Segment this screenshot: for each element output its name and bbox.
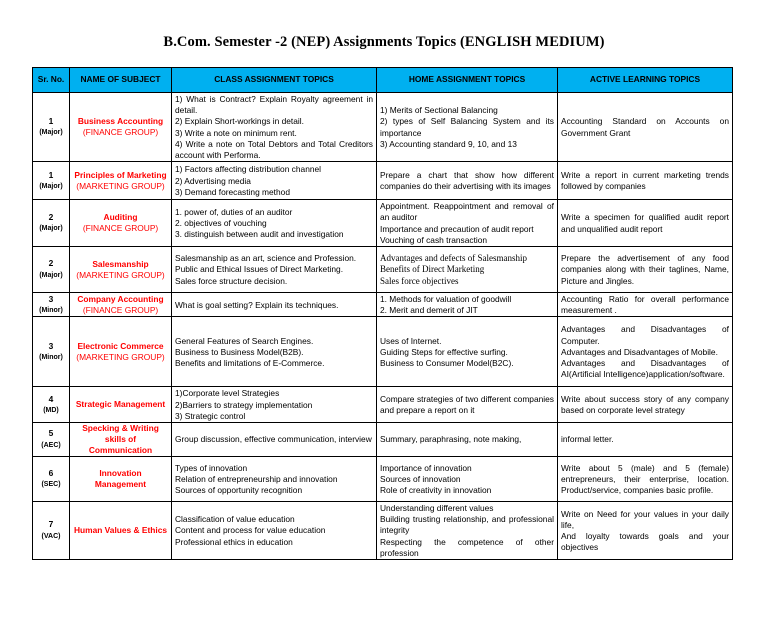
subject-group: (FINANCE GROUP)	[82, 223, 159, 234]
home-assignment-cell	[377, 457, 558, 502]
subject-cell	[70, 387, 172, 423]
home-topic: Understanding different values	[380, 503, 494, 514]
course-type: (Major)	[39, 271, 63, 279]
class-assignment-cell	[172, 247, 377, 293]
subject-name: Strategic Management	[75, 399, 166, 410]
sr-no-cell	[33, 423, 70, 457]
sr-no-cell	[33, 502, 70, 560]
class-assignment-cell	[172, 293, 377, 317]
home-assignment-cell	[377, 317, 558, 387]
class-topic: 3) Strategic control	[175, 410, 246, 421]
sr-no-cell	[33, 387, 70, 423]
subject-group: (MARKETING GROUP)	[76, 180, 165, 191]
active-learning-cell	[558, 387, 733, 423]
course-type: (Major)	[39, 182, 63, 190]
subject-cell	[70, 457, 172, 502]
active-learning-cell	[558, 247, 733, 293]
class-topic: Types of innovation	[175, 462, 248, 473]
active-learning-cell	[558, 162, 733, 200]
class-topic: Professional ethics in education	[175, 536, 293, 547]
class-topic: 1) Factors affecting distribution channel	[175, 164, 322, 175]
subject-cell	[70, 162, 172, 200]
home-topic: Importance of innovation	[380, 462, 472, 473]
table-row	[33, 423, 733, 457]
class-topic: 3) Demand forecasting method	[175, 186, 290, 197]
subject-cell	[70, 200, 172, 247]
subject-cell	[70, 247, 172, 293]
sr-no-cell	[33, 93, 70, 162]
active-topic: Advantages and Disadvantages of Mobile.	[561, 346, 718, 357]
table-row	[33, 247, 733, 293]
course-type: (AEC)	[41, 441, 61, 449]
sr-number: 6	[48, 467, 54, 478]
class-topic: Sales force structure decision.	[175, 275, 288, 286]
active-topic: informal letter.	[561, 434, 614, 445]
table-row	[33, 317, 733, 387]
class-topic: Sources of opportunity recognition	[175, 485, 303, 496]
class-assignment-cell	[172, 200, 377, 247]
home-topic: Compare strategies of two different companies and prepare a report on it	[380, 394, 554, 416]
header-class-assignment: CLASS ASSIGNMENT TOPICS	[172, 68, 377, 93]
home-topic: Role of creativity in innovation	[380, 485, 492, 496]
class-topic: 2)Barriers to strategy implementation	[175, 399, 313, 410]
active-learning-cell	[558, 200, 733, 247]
class-topic: Relation of entrepreneurship and innovation	[175, 473, 338, 484]
class-assignment-cell	[172, 457, 377, 502]
sr-number: 1	[48, 169, 54, 180]
active-topic: Write on Need for your values in your daily life,	[561, 508, 729, 530]
subject-cell	[70, 293, 172, 317]
table-row	[33, 93, 733, 162]
class-topic: Benefits and limitations of E-Commerce.	[175, 358, 325, 369]
sr-number: 1	[48, 115, 54, 126]
subject-name: Specking & Writing skills of Communication	[82, 423, 159, 456]
course-type: (Major)	[39, 225, 63, 233]
home-assignment-cell	[377, 247, 558, 293]
home-topic: Benefits of Direct Marketing	[380, 264, 485, 275]
class-topic: 4) Write a note on Total Debtors and Total Creditors account with Performa.	[175, 138, 373, 161]
home-topic: Business to Consumer Model(B2C).	[380, 358, 514, 369]
active-learning-cell	[558, 502, 733, 560]
home-topic: 1) Merits of Sectional Balancing	[380, 105, 498, 116]
subject-name: Principles of Marketing	[74, 169, 167, 180]
table-row	[33, 502, 733, 560]
table-row	[33, 162, 733, 200]
subject-cell	[70, 317, 172, 387]
home-topic: Respecting the competence of other profession	[380, 536, 554, 558]
header-row	[33, 68, 733, 93]
class-topic: General Features of Search Engines.	[175, 335, 314, 346]
home-topic: 3) Accounting standard 9, 10, and 13	[380, 138, 517, 149]
course-type: (Minor)	[39, 353, 63, 361]
subject-cell	[70, 423, 172, 457]
active-topic: Write a report in current marketing trends followed by companies	[561, 170, 729, 192]
active-topic: Prepare the advertisement of any food companies along with their taglines, Name, Picture and Jingles.	[561, 253, 729, 286]
subject-group: (MARKETING GROUP)	[76, 351, 165, 362]
course-type: (VAC)	[41, 532, 61, 540]
subject-group: (FINANCE GROUP)	[82, 127, 159, 138]
class-topic: 3. distinguish between audit and investigation	[175, 229, 344, 240]
table-row	[33, 200, 733, 247]
active-topic: Write a specimen for qualified audit report and unqualified audit report	[561, 212, 729, 234]
subject-name: Business Accounting	[77, 116, 164, 127]
class-topic: 2. objectives of vouching	[175, 218, 267, 229]
subject-name: Company Accounting	[77, 293, 164, 304]
header-sr-no: Sr. No.	[33, 68, 70, 93]
home-topic: Importance and precaution of audit report	[380, 223, 534, 234]
class-topic: Business to Business Model(B2B).	[175, 346, 304, 357]
sr-no-cell	[33, 247, 70, 293]
subject-group: (MARKETING GROUP)	[76, 269, 165, 280]
subject-name: Electronic Commerce	[77, 340, 164, 351]
active-topic: Write about 5 (male) and 5 (female) entrepreneurs, their enterprise, location. Product/service, companies basic profile.	[561, 462, 729, 496]
sr-no-cell	[33, 162, 70, 200]
active-topic: Advantages and Disadvantages of AI(Artificial Intelligence)application/software.	[561, 358, 729, 380]
home-topic: 1. Methods for valuation of goodwill	[380, 294, 512, 305]
subject-group: (FINANCE GROUP)	[82, 304, 159, 315]
home-topic: Sources of innovation	[380, 473, 461, 484]
sr-number: 2	[48, 211, 54, 222]
active-learning-cell	[558, 293, 733, 317]
course-type: (SEC)	[41, 481, 61, 489]
subject-name: Auditing	[103, 212, 138, 223]
active-learning-cell	[558, 93, 733, 162]
home-assignment-cell	[377, 502, 558, 560]
class-topic: 3) Write a note on minimum rent.	[175, 127, 297, 138]
home-topic: 2) types of Self Balancing System and its importance	[380, 116, 554, 138]
sr-no-cell	[33, 200, 70, 247]
class-assignment-cell	[172, 162, 377, 200]
table-row	[33, 457, 733, 502]
sr-number: 5	[48, 428, 54, 439]
sr-no-cell	[33, 317, 70, 387]
course-type: (MD)	[43, 406, 59, 414]
class-assignment-cell	[172, 317, 377, 387]
home-assignment-cell	[377, 423, 558, 457]
active-topic: Write about success story of any company based on corporate level strategy	[561, 394, 729, 416]
subject-name: Salesmanship	[92, 258, 149, 269]
class-topic: Public and Ethical Issues of Direct Marketing.	[175, 264, 344, 275]
active-learning-cell	[558, 423, 733, 457]
course-type: (Minor)	[39, 306, 63, 314]
home-topic: Advantages and defects of Salesmanship	[380, 252, 527, 263]
active-topic: Accounting Ratio for overall performance measurement .	[561, 294, 729, 316]
header-active-learning: ACTIVE LEARNING TOPICS	[558, 68, 733, 93]
class-topic: 1)Corporate level Strategies	[175, 388, 280, 399]
home-topic: Prepare a chart that show how different companies do their advertising with its images	[380, 170, 554, 192]
home-topic: Appointment. Reappointment and removal of an auditor	[380, 201, 554, 223]
class-topic: 2) Explain Short-workings in detail.	[175, 116, 304, 127]
active-topic: Advantages and Disadvantages of Computer.	[561, 324, 729, 346]
active-topic: And loyalty towards goals and your objectives	[561, 531, 729, 553]
class-topic: 2) Advertising media	[175, 175, 251, 186]
home-topic: Vouching of cash transaction	[380, 234, 488, 245]
home-topic: 2. Merit and demerit of JIT	[380, 305, 478, 316]
active-topic: Accounting Standard on Accounts on Government Grant	[561, 116, 729, 138]
class-assignment-cell	[172, 423, 377, 457]
home-topic: Guiding Steps for effective surfing.	[380, 346, 508, 357]
class-assignment-cell	[172, 502, 377, 560]
subject-name: Human Values & Ethics	[73, 525, 168, 536]
table-row	[33, 293, 733, 317]
subject-name: Innovation Management	[94, 468, 147, 490]
page-title: B.Com. Semester -2 (NEP) Assignments Topics (ENGLISH MEDIUM)	[163, 34, 605, 50]
header-subject: NAME OF SUBJECT	[70, 68, 172, 93]
class-topic: Group discussion, effective communication, interview	[175, 434, 372, 445]
table-row	[33, 387, 733, 423]
home-assignment-cell	[377, 200, 558, 247]
home-topic: Building trusting relationship, and professional integrity	[380, 514, 554, 536]
sr-number: 2	[48, 258, 54, 269]
subject-cell	[70, 502, 172, 560]
home-assignment-cell	[377, 162, 558, 200]
sr-number: 4	[48, 393, 54, 404]
sr-number: 7	[48, 519, 54, 530]
sr-no-cell	[33, 293, 70, 317]
home-topic: Sales force objectives	[380, 275, 459, 286]
active-learning-cell	[558, 317, 733, 387]
home-assignment-cell	[377, 93, 558, 162]
class-topic: 1. power of, duties of an auditor	[175, 206, 293, 217]
class-assignment-cell	[172, 93, 377, 162]
home-assignment-cell	[377, 293, 558, 317]
sr-number: 3	[48, 293, 54, 304]
class-assignment-cell	[172, 387, 377, 423]
assignments-table	[32, 67, 733, 560]
home-assignment-cell	[377, 387, 558, 423]
sr-number: 3	[48, 340, 54, 351]
class-topic: Classification of value education	[175, 514, 295, 525]
home-topic: Summary, paraphrasing, note making,	[380, 434, 522, 445]
class-topic: Salesmanship as an art, science and Profession.	[175, 253, 357, 264]
course-type: (Major)	[39, 129, 63, 137]
class-topic: Content and process for value education	[175, 525, 326, 536]
sr-no-cell	[33, 457, 70, 502]
class-topic: 1) What is Contract? Explain Royalty agreement in detail.	[175, 94, 373, 116]
home-topic: Uses of Internet.	[380, 335, 442, 346]
active-learning-cell	[558, 457, 733, 502]
class-topic: What is goal setting? Explain its techniques.	[175, 299, 339, 310]
header-home-assignment: HOME ASSIGNMENT TOPICS	[377, 68, 558, 93]
subject-cell	[70, 93, 172, 162]
